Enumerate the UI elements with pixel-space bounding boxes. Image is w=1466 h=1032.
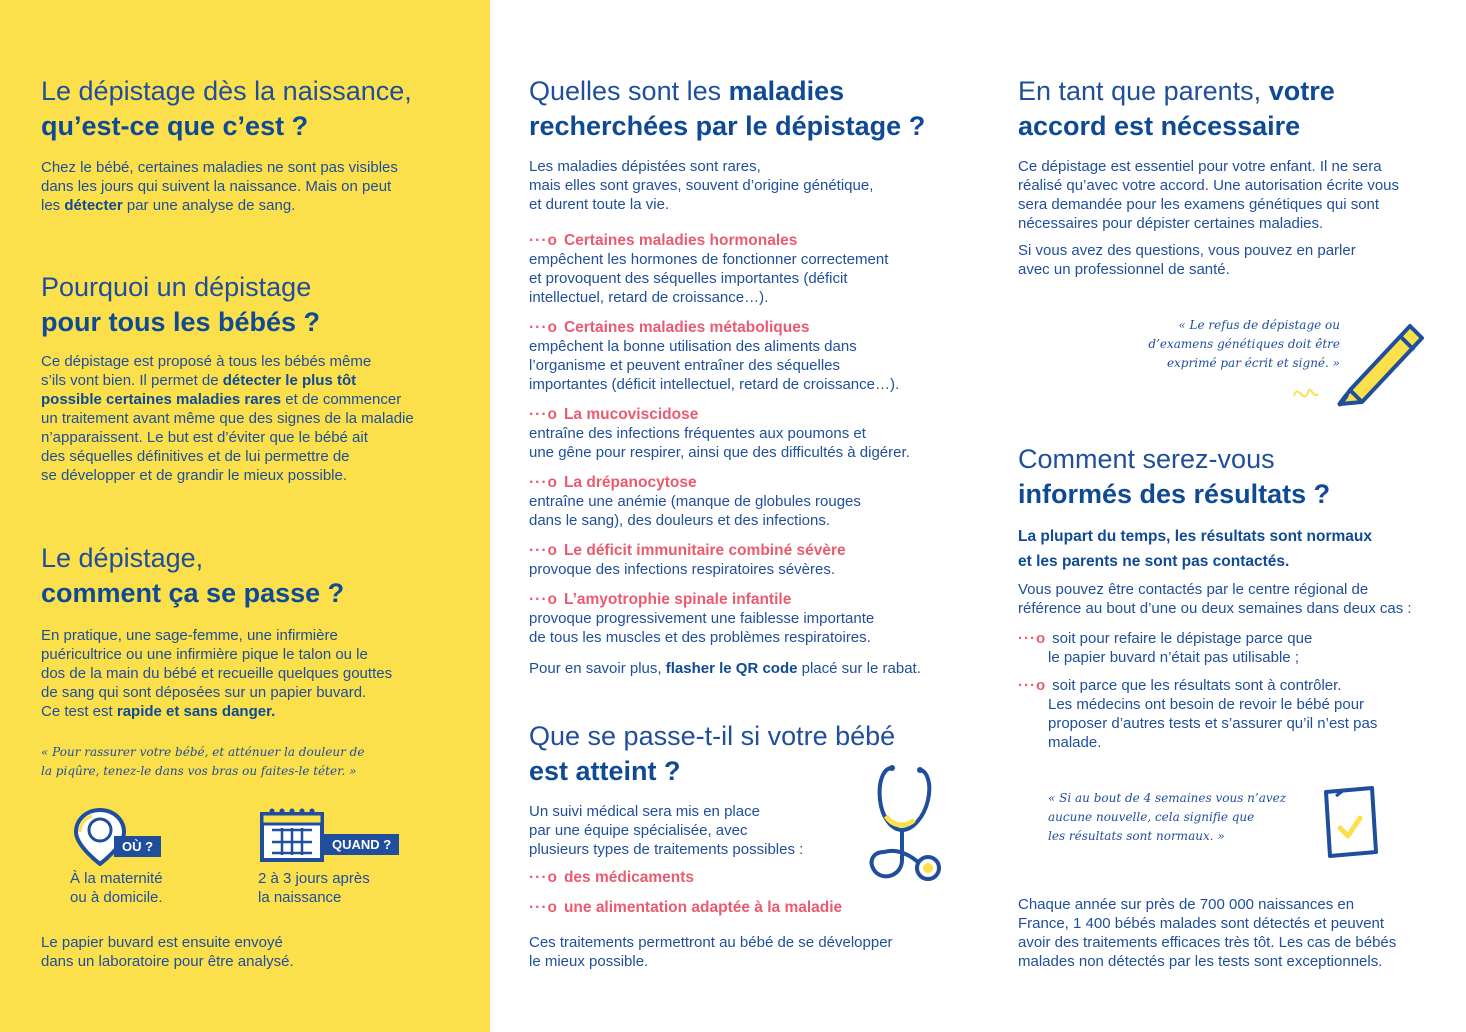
- right-panel: [978, 0, 1466, 1032]
- when-tag: QUAND ?: [324, 834, 399, 855]
- when-text: 2 à 3 jours après la naissance: [258, 870, 370, 906]
- affected-paragraph: Un suivi médical sera mis en place par une équipe spécialisée, avec plusieurs types de traitements possibles :: [529, 803, 804, 858]
- section-title-what: Le dépistage dès la naissance, qu’est-ce que c’est ?: [41, 76, 412, 141]
- where-tag: OÙ ?: [114, 836, 161, 857]
- section-title-results: Comment serez-vous informés des résultats ?: [1018, 444, 1331, 509]
- why-paragraph: Ce dépistage est proposé à tous les bébés même s’ils vont bien. Il permet de détecter le plus tôt possible certaines maladies rares et de commencer un traitement avant même que des signes de la maladie n’apparaissent. Le but est d’éviter que le bébé ait des séquelles définitives et de lui permettre de se développer et de grandir le mieux possible.: [41, 353, 414, 484]
- treatment-outcome: Ces traitements permettront au bébé de se développer le mieux possible.: [529, 934, 893, 970]
- list-item: ···o La mucoviscidose entraîne des infections fréquentes aux poumons et une gêne pour respirer, ainsi que des difficultés à digérer.: [529, 406, 910, 461]
- no-news-quote: « Si au bout de 4 semaines vous n’avez aucune nouvelle, cela signifie que les résultats sont normaux. »: [1048, 791, 1287, 843]
- consent-paragraph: Ce dépistage est essentiel pour votre enfant. Il ne sera réalisé qu’avec votre accord. Une autorisation écrite vous sera demandée pour les examens génétiques qui sont nécessaires pour dépister certaines maladies. Si vous avez des questions, vous pouvez en parler avec un professionnel de santé.: [1018, 158, 1400, 278]
- results-lead: La plupart du temps, les résultats sont normaux et les parents ne sont pas contactés.: [1018, 528, 1372, 570]
- stethoscope-icon: [862, 760, 952, 890]
- treatment-bullet-1: ···o des médicaments: [529, 869, 695, 886]
- section-title-consent: En tant que parents, votre accord est nécessaire: [1018, 76, 1335, 141]
- section-title-diseases: Quelles sont les maladies recherchées par le dépistage ?: [529, 76, 926, 141]
- treatment-bullet-2: ···o une alimentation adaptée à la maladie: [529, 899, 843, 916]
- results-bullet-1: ···o soit pour refaire le dépistage parce que le papier buvard n’était pas utilisable ;: [1018, 630, 1313, 666]
- list-item: ···o Le déficit immunitaire combiné sévère provoque des infections respiratoires sévères.: [529, 542, 846, 578]
- list-item: ···o Certaines maladies métaboliques empêchent la bonne utilisation des aliments dans l’organisme et peuvent entraîner des séquelles importantes (déficit intellectuel, retard de croissance…).: [529, 319, 900, 393]
- results-paragraph: Vous pouvez être contactés par le centre régional de référence au bout d’une ou deux semaines dans deux cas :: [1018, 581, 1412, 617]
- how-paragraph: En pratique, une sage-femme, une infirmière puéricultrice ou une infirmière pique le talon ou le dos de la main du bébé et recueille quelques gouttes de sang qui sont déposées sur un papier buvard. Ce test est rapide et sans danger.: [41, 627, 393, 720]
- disease-list: [529, 231, 969, 658]
- checked-document-icon: [1316, 786, 1386, 860]
- middle-panel: [490, 0, 978, 1032]
- list-item: ···o La drépanocytose entraîne une anémie (manque de globules rouges dans le sang), des douleurs et des infections.: [529, 474, 861, 529]
- statistics-paragraph: Chaque année sur près de 700 000 naissances en France, 1 400 bébés malades sont détectés et peuvent avoir des traitements efficaces très tôt. Les cas de bébés malades non détectés par les tests sont exceptionnels.: [1018, 896, 1397, 970]
- diseases-intro: Les maladies dépistées sont rares, mais elles sont graves, souvent d’origine génétique, et durent toute la vie.: [529, 158, 874, 213]
- list-item: ···o Certaines maladies hormonales empêchent les hormones de fonctionner correctement et provoquent des séquelles importantes (déficit intellectuel, retard de croissance…).: [529, 232, 889, 306]
- qr-note: Pour en savoir plus, flasher le QR code placé sur le rabat.: [529, 660, 921, 677]
- results-bullet-2: ···o soit parce que les résultats sont à contrôler. Les médecins ont besoin de revoir le bébé pour proposer d’autres tests et s’assurer qu’il n’est pas malade.: [1018, 677, 1378, 751]
- pen-icon: [1288, 316, 1428, 412]
- comfort-quote: « Pour rassurer votre bébé, et atténuer la douleur de la piqûre, tenez-le dans vos bras ou faites-le téter. »: [41, 745, 365, 778]
- section-title-how: Le dépistage, comment ça se passe ?: [41, 543, 345, 608]
- refusal-quote: « Le refus de dépistage ou d’examens génétiques doit être exprimé par écrit et signé. »: [1148, 318, 1340, 370]
- section-title-affected: Que se passe-t-il si votre bébé est atteint ?: [529, 721, 896, 786]
- where-text: À la maternité ou à domicile.: [70, 870, 163, 906]
- yellow-panel: [0, 0, 490, 1032]
- what-paragraph: Chez le bébé, certaines maladies ne sont pas visibles dans les jours qui suivent la naissance. Mais on peut les détecter par une analyse de sang.: [41, 159, 398, 214]
- section-title-why: Pourquoi un dépistage pour tous les bébés ?: [41, 272, 321, 337]
- lab-paragraph: Le papier buvard est ensuite envoyé dans un laboratoire pour être analysé.: [41, 934, 294, 970]
- list-item: ···o L’amyotrophie spinale infantile provoque progressivement une faiblesse importante de tous les muscles et des problèmes respiratoires.: [529, 591, 875, 646]
